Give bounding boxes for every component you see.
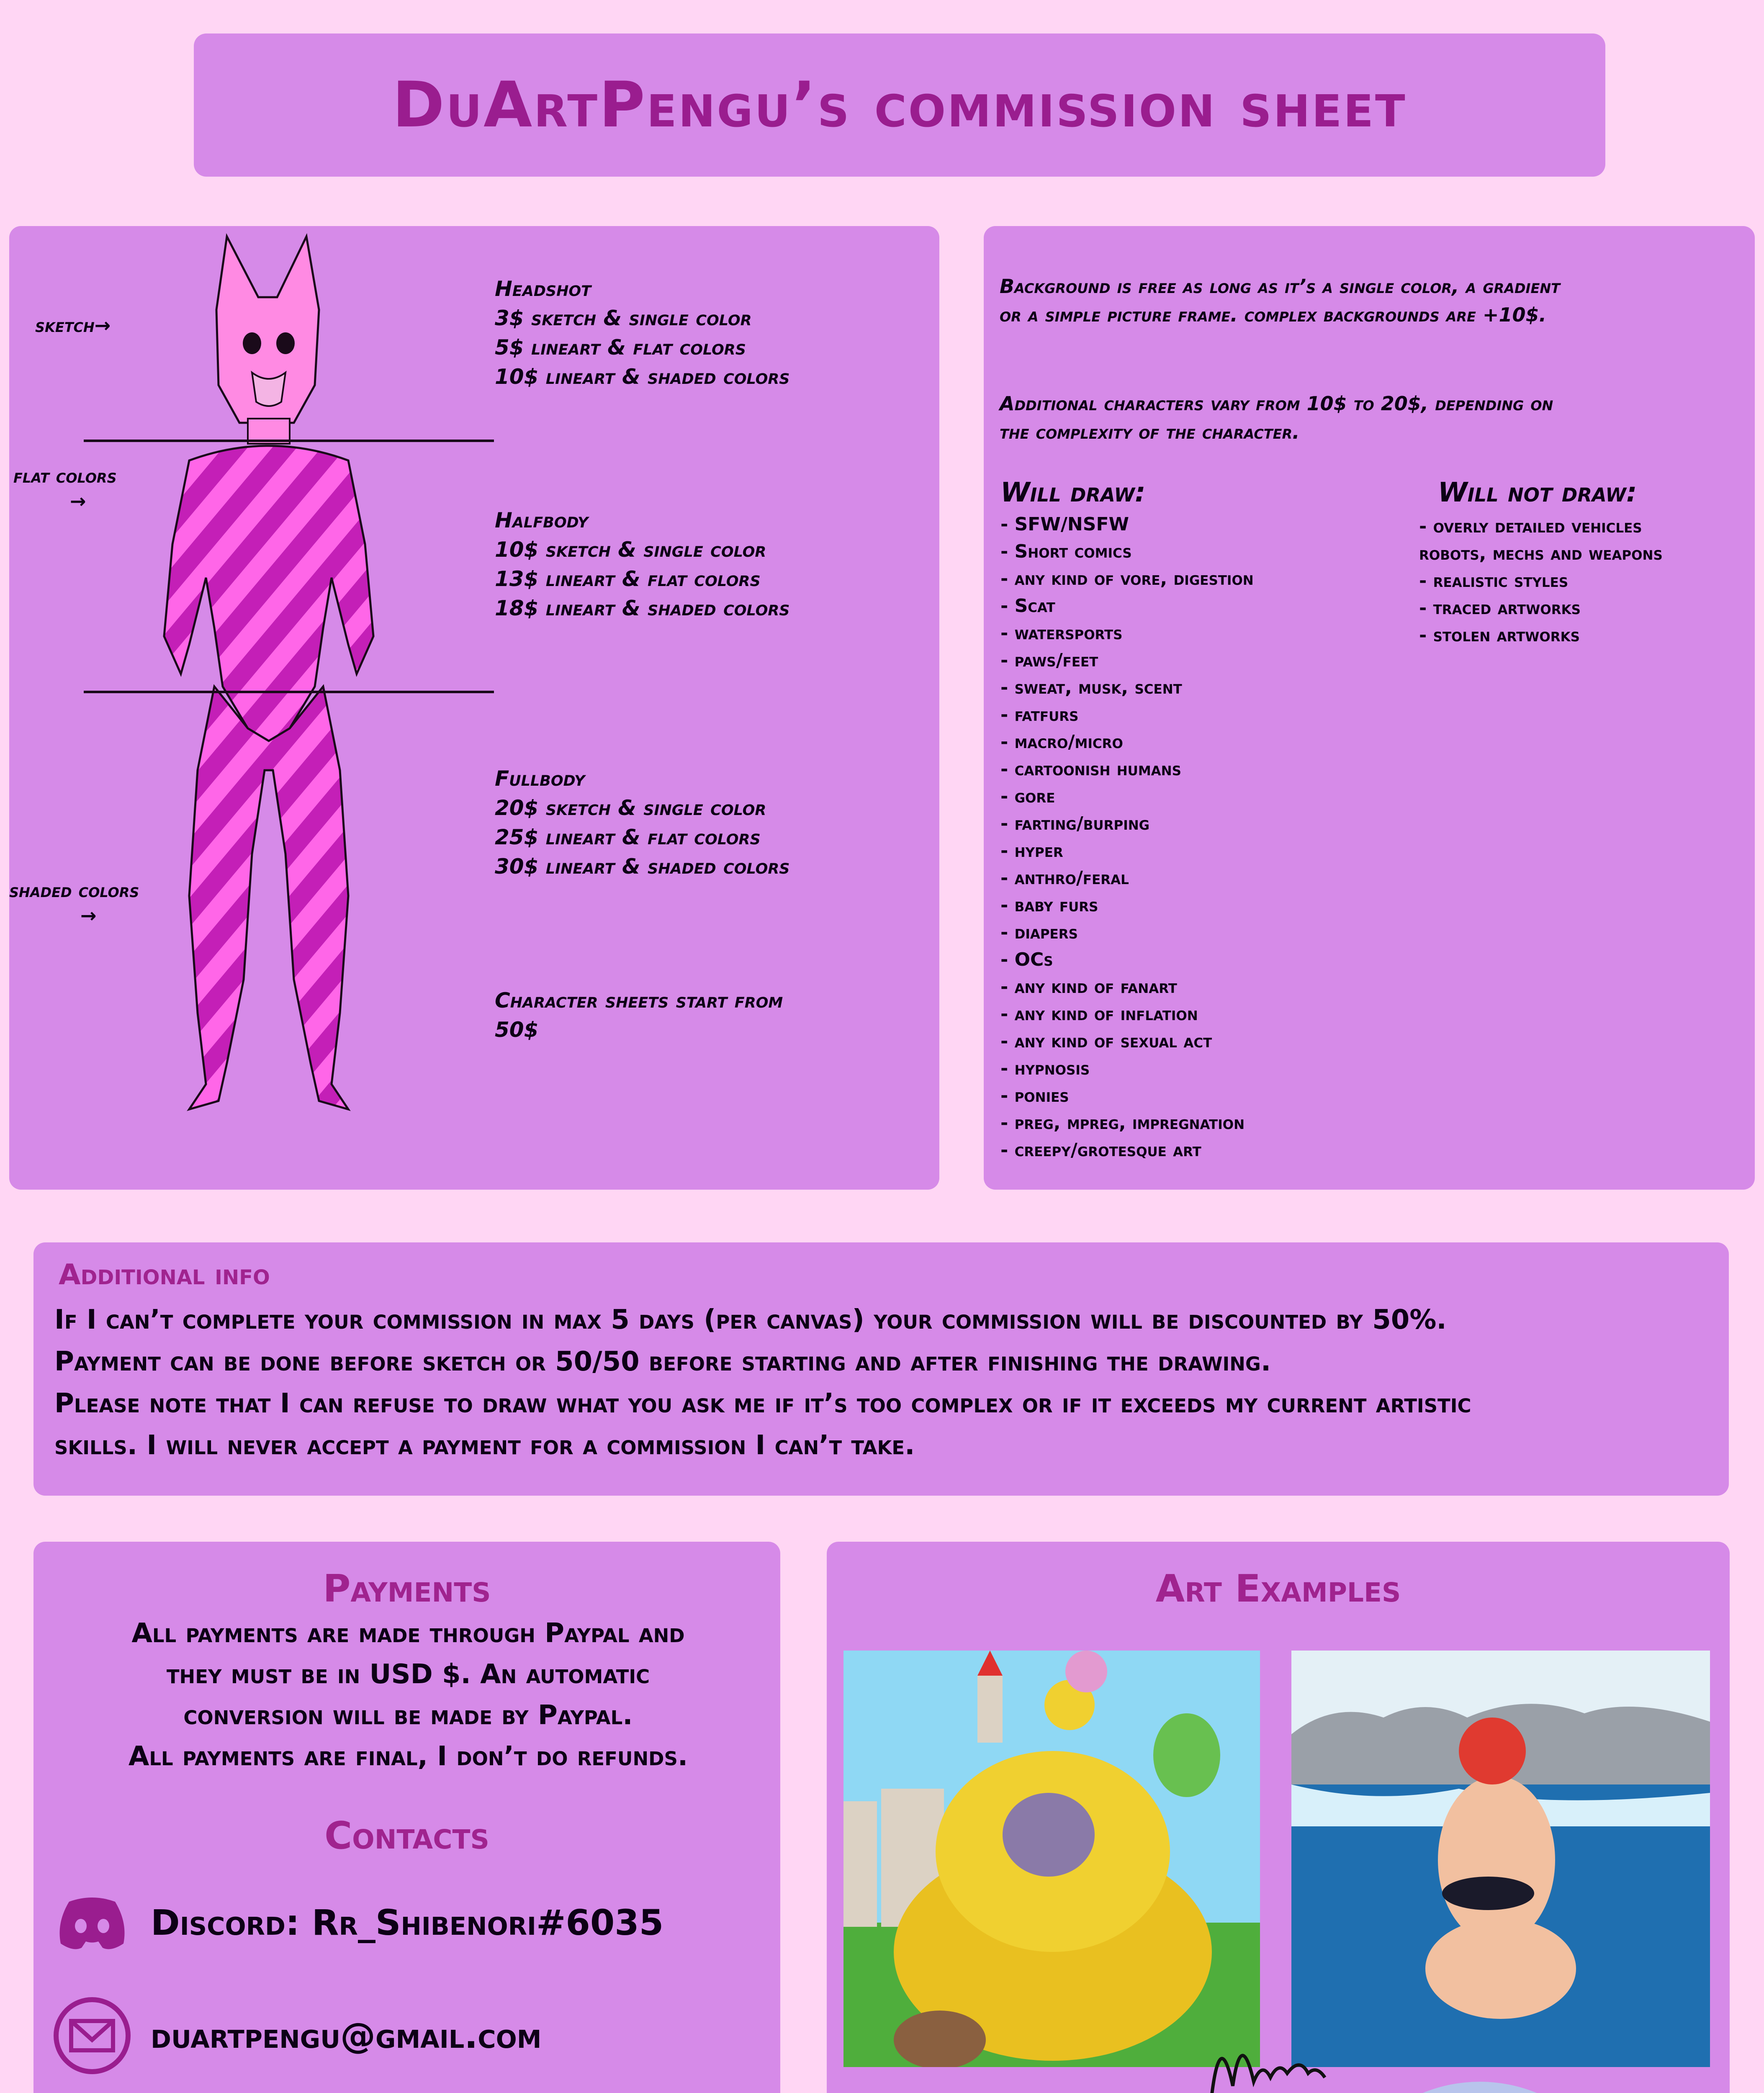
headshot-price-line: 3$ sketch & single color [495, 306, 752, 330]
label-flat-arrow: → [70, 490, 86, 512]
will-draw-item: - paws/feet [1000, 650, 1098, 671]
page-title: DuArtPengu’s commission sheet [392, 69, 1407, 141]
additional-characters-note [1000, 389, 1553, 446]
character-reference-figure [114, 226, 390, 1164]
fullbody-price-line: 20$ sketch & single color [495, 796, 766, 820]
will-draw-list [1000, 511, 1254, 1164]
halfbody-price-line: 18$ lineart & shaded colors [495, 596, 790, 620]
headshot-price-line: 5$ lineart & flat colors [495, 335, 746, 360]
will-not-draw-title: Will not draw: [1438, 477, 1637, 508]
halfbody-price-line: 10$ sketch & single color [495, 537, 766, 562]
will-draw-item: - macro/micro [1000, 731, 1123, 753]
additional-characters-line: the complexity of the character. [1000, 421, 1300, 443]
additional-characters-line: Additional characters vary from 10$ to 20$, depending on [1000, 392, 1553, 415]
fullbody-prices [495, 764, 789, 881]
will-draw-item: - hyper [1000, 840, 1063, 861]
will-not-draw-list [1419, 513, 1663, 649]
will-not-draw-item: - stolen artworks [1419, 625, 1580, 646]
art-examples-panel [827, 1542, 1730, 2093]
pricing-panel [9, 226, 939, 1190]
art-examples-heading: Art Examples [1155, 1567, 1401, 1611]
headshot-name: Headshot [495, 277, 591, 301]
fullbody-name: Fullbody [495, 766, 585, 791]
will-draw-item: - any kind of sexual act [1000, 1031, 1212, 1052]
label-sketch: sketch→ [35, 314, 111, 337]
payments-line: All payments are final, I don’t do refunds. [128, 1741, 688, 1772]
halfbody-divider [84, 691, 494, 693]
will-not-draw-item: - traced artworks [1419, 597, 1581, 619]
info-line: Please note that I can refuse to draw what you ask me if it’s too complex or if it exceeds my current artistic [54, 1388, 1471, 1419]
label-shaded-arrow: → [80, 904, 97, 927]
fullbody-price-line: 25$ lineart & flat colors [495, 825, 761, 849]
will-draw-item: - fatfurs [1000, 704, 1079, 725]
will-draw-item: - baby furs [1000, 895, 1098, 916]
will-draw-item: - watersports [1000, 622, 1123, 644]
payments-text [54, 1613, 762, 1777]
contacts-heading: Contacts [324, 1814, 489, 1858]
label-flat-colors: flat colors [13, 465, 117, 487]
payments-line: they must be in USD $. An automatic [166, 1659, 650, 1690]
will-draw-item: - any kind of inflation [1000, 1003, 1198, 1025]
will-draw-title: Will draw: [1000, 477, 1146, 508]
will-draw-item: - hypnosis [1000, 1058, 1090, 1079]
additional-info-panel [33, 1242, 1729, 1496]
info-line: Payment can be done before sketch or 50/50 before starting and after finishing the drawing. [54, 1346, 1271, 1377]
envelope-icon [50, 1994, 134, 2078]
additional-info-heading: Additional info [59, 1258, 270, 1291]
will-draw-item: - SFW/NSFW [1000, 514, 1129, 535]
background-note-line: Background is free as long as it’s a single color, a gradient [1000, 275, 1560, 298]
discord-contact[interactable] [50, 1881, 663, 1964]
will-draw-item: - Short comics [1000, 541, 1132, 562]
character-sheet-price [495, 986, 783, 1044]
will-not-draw-item: - overly detailed vehicles [1419, 516, 1642, 537]
will-draw-item: - any kind of vore, digestion [1000, 568, 1254, 589]
art-example-ocean-woman[interactable] [1291, 1651, 1710, 2067]
character-sheet-line: 50$ [495, 1018, 539, 1042]
fullbody-price-line: 30$ lineart & shaded colors [495, 854, 790, 879]
will-draw-item: - sweat, musk, scent [1000, 677, 1182, 698]
headshot-prices [495, 274, 789, 391]
label-shaded-colors: shaded colors [9, 879, 139, 902]
will-not-draw-item: - realistic styles [1419, 570, 1569, 591]
will-draw-item: - preg, mpreg, impregnation [1000, 1112, 1245, 1134]
title-banner [194, 33, 1605, 177]
headshot-price-line: 10$ lineart & shaded colors [495, 365, 790, 389]
will-draw-item: - any kind of fanart [1000, 976, 1177, 998]
will-draw-item: - OCs [1000, 949, 1053, 970]
payments-line: All payments are made through Paypal and [131, 1618, 685, 1649]
will-draw-item: - ponies [1000, 1085, 1069, 1106]
will-draw-item: - gore [1000, 786, 1055, 807]
background-note-line: or a simple picture frame. complex backgrounds are +10$. [1000, 303, 1546, 326]
rules-panel [984, 226, 1755, 1190]
will-draw-item: - creepy/grotesque art [1000, 1139, 1201, 1161]
character-sheet-line: Character sheets start from [495, 988, 783, 1013]
will-draw-item: - farting/burping [1000, 813, 1150, 834]
payments-line: conversion will be made by Paypal. [183, 1700, 633, 1731]
info-line: If I can’t complete your commission in max 5 days (per canvas) your commission will be discounted by 50%. [54, 1304, 1447, 1335]
will-draw-item: - diapers [1000, 922, 1078, 943]
payments-panel [33, 1542, 780, 2093]
art-example-yellow-creature[interactable] [843, 1651, 1260, 2067]
will-draw-item: - cartoonish humans [1000, 759, 1181, 780]
info-line: skills. I will never accept a payment for a commission I can’t take. [54, 1430, 915, 1461]
halfbody-name: Halfbody [495, 508, 589, 532]
halfbody-prices [495, 506, 789, 623]
email-address: duartpengu@gmail.com [151, 2015, 542, 2056]
email-contact[interactable] [50, 1994, 541, 2078]
discord-handle: Discord: Rr_Shibenori#6035 [151, 1902, 664, 1943]
halfbody-price-line: 13$ lineart & flat colors [495, 567, 761, 591]
background-note [1000, 272, 1560, 329]
headshot-divider [84, 440, 494, 442]
payments-heading: Payments [323, 1567, 491, 1611]
discord-icon [50, 1881, 134, 1964]
artist-signature [1203, 2011, 1329, 2093]
will-draw-item: - Scat [1000, 595, 1055, 617]
art-example-winged-girl[interactable] [1329, 2082, 1630, 2093]
will-draw-item: - anthro/feral [1000, 867, 1129, 889]
will-not-draw-item: robots, mechs and weapons [1419, 543, 1663, 564]
